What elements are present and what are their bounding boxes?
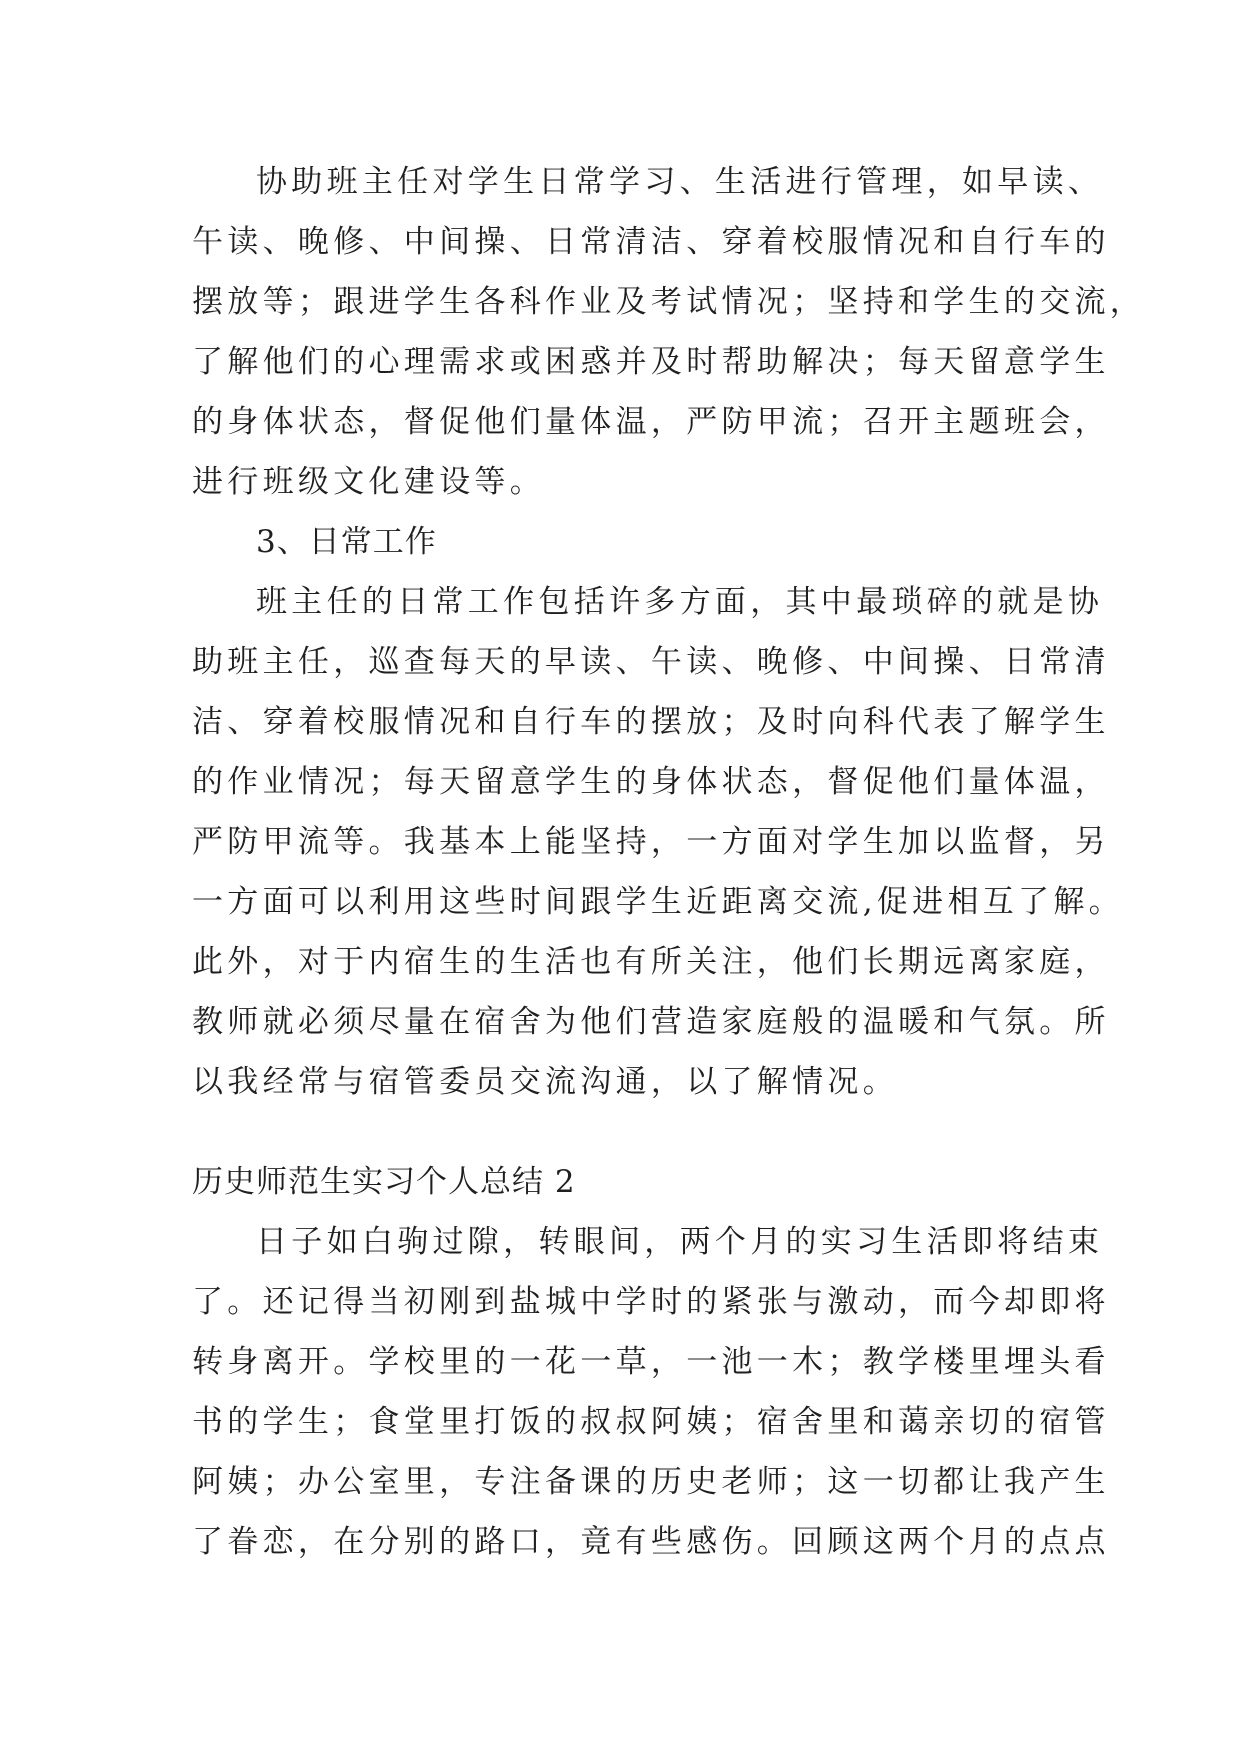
paragraph-1-line: 协助班主任对学生日常学习、生活进行管理，如早读、 [256,164,1104,200]
paragraph-3-line: 了眷恋，在分别的路口，竟有些感伤。回顾这两个月的点点 [192,1524,1110,1560]
paragraph-2-line: 此外，对于内宿生的生活也有所关注，他们长期远离家庭， [192,944,1110,980]
paragraph-1-line: 进行班级文化建设等。 [192,464,545,500]
paragraph-1-line: 摆放等；跟进学生各科作业及考试情况；坚持和学生的交流， [192,284,1146,320]
paragraph-1-line: 了解他们的心理需求或困惑并及时帮助解决；每天留意学生 [192,344,1110,380]
paragraph-3-line: 阿姨；办公室里，专注备课的历史老师；这一切都让我产生 [192,1464,1110,1500]
paragraph-2-line: 班主任的日常工作包括许多方面，其中最琐碎的就是协 [256,584,1104,620]
paragraph-2-line: 教师就必须尽量在宿舍为他们营造家庭般的温暖和气氛。所 [192,1004,1110,1040]
section-title-2: 历史师范生实习个人总结 2 [192,1164,576,1200]
paragraph-3-line: 转身离开。学校里的一花一草，一池一木；教学楼里埋头看 [192,1344,1110,1380]
paragraph-1-line: 午读、晚修、中间操、日常清洁、穿着校服情况和自行车的 [192,224,1110,260]
paragraph-2-line: 的作业情况；每天留意学生的身体状态，督促他们量体温， [192,764,1110,800]
paragraph-2-line: 洁、穿着校服情况和自行车的摆放；及时向科代表了解学生 [192,704,1110,740]
paragraph-3-line: 书的学生；食堂里打饭的叔叔阿姨；宿舍里和蔼亲切的宿管 [192,1404,1110,1440]
paragraph-2-line: 助班主任，巡查每天的早读、午读、晚修、中间操、日常清 [192,644,1110,680]
paragraph-1-line: 的身体状态，督促他们量体温，严防甲流；召开主题班会， [192,404,1110,440]
paragraph-3-line: 了。还记得当初刚到盐城中学时的紧张与激动，而今却即将 [192,1284,1110,1320]
section-3-title: 3、日常工作 [256,524,437,560]
paragraph-2-line: 以我经常与宿管委员交流沟通，以了解情况。 [192,1064,898,1100]
paragraph-3-line: 日子如白驹过隙，转眼间，两个月的实习生活即将结束 [256,1224,1104,1260]
paragraph-2-line: 一方面可以利用这些时间跟学生近距离交流,促进相互了解。 [192,884,1124,920]
paragraph-2-line: 严防甲流等。我基本上能坚持，一方面对学生加以监督，另 [192,824,1110,860]
